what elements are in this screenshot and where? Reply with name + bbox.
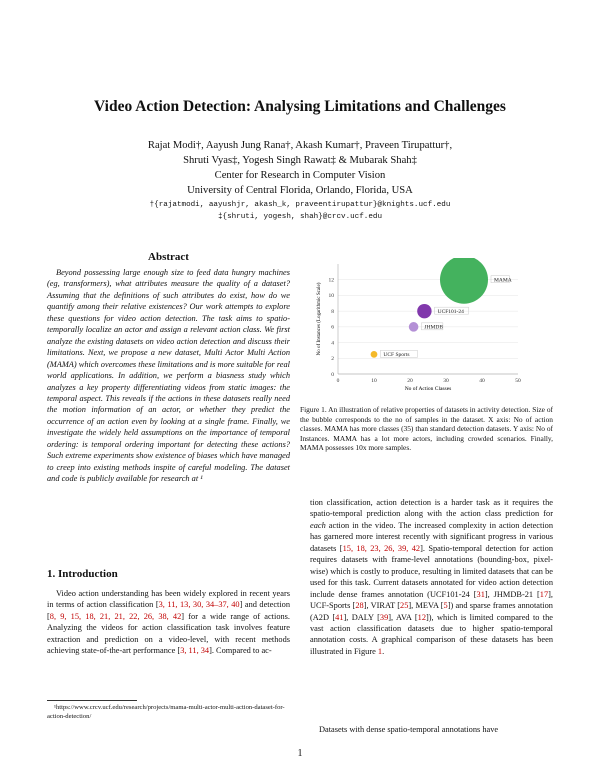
figure-1-chart (300, 258, 555, 398)
bubble-label: MAMA (494, 277, 512, 284)
citation-link[interactable]: 17 (539, 589, 549, 599)
footnote-rule (47, 700, 137, 701)
right-text-g: ], MEVA [ (408, 601, 444, 611)
x-tick-label: 40 (479, 378, 485, 384)
right-text-h: ]) and sparse frames annotation (A2D [ (310, 601, 553, 622)
authors-line-1: Rajat Modi†, Aayush Jung Rana†, Akash Kumar†, Praveen Tirupattur†, (147, 140, 453, 151)
page-number: 1 (297, 748, 303, 759)
citation-link[interactable]: 8, 9, 15, 18, 21, 21, 22, 26, 38, 42 (49, 611, 182, 621)
intro-heading: 1. Introduction (47, 568, 118, 580)
x-axis-label: No of Action Classes (404, 386, 452, 392)
y-tick-label: 10 (328, 293, 334, 300)
right-text-j: ], AVA [ (388, 612, 418, 622)
email-line-2: ‡{shruti, yogesh, shah}@crcv.ucf.edu (217, 213, 383, 221)
authors-line-2: Shruti Vyas‡, Yogesh Singh Rawat‡ & Mubarak Shah‡ (183, 155, 417, 166)
affiliation-1: Center for Research in Computer Vision (214, 170, 386, 181)
y-tick-label: 8 (331, 308, 334, 315)
x-tick-label: 0 (336, 378, 340, 384)
right-text-b: action in the video. The increased complexity in action detection has garnered more interest recently with significant progress in various datasets [ (310, 520, 553, 553)
citation-link[interactable]: 3, 11, 13, 30, 34–37, 40 (158, 600, 240, 610)
bubble-label: UCF Sports (383, 352, 410, 359)
y-tick-label: 0 (331, 371, 334, 378)
right-text-k: ]), which is limited compared to the vast action classification datasets due to higher spatio-temporal annotation costs. A graphical comparison of these datasets has been illustrated in Figure (310, 612, 553, 656)
abstract-text: Beyond possessing large enough size to feed data hungry machines (eg, transformers), what attributes measure the quality of a dataset? Assuming that the definitions of such attributes do exist, how do we quantify among their relative existences? Our work attempts to explore these questions for video action detection. The task aims to spatio-temporally localize an actor and assign a relevant action class. We first analyze the existing datasets on video action detection and discuss their limitations. Next, we propose a new dataset, Multi Actor Multi Action (MAMA) which overcomes these limitations and is more suitable for real world applications. In addition, we perform a biasness study which analyzes a key property differentiating videos from static images: the temporal aspect. This reveals if the actions in these datasets really need the motion information of an actor, or whether they predict the occurrence of an action even by looking at a single frame. Finally, we investigate the widely held assumptions on the importance of temporal ordering: is temporal ordering important for detecting these actions? Such extreme experiments show existence of biases which have managed to creep into existing methods inspite of careful modeling. The dataset and code is publicly available for research at ¹ (47, 268, 290, 484)
y-tick-label: 6 (331, 324, 334, 331)
intro-paragraph-left (47, 588, 290, 657)
right-text-c: ]. Spatio-temporal detection for action requires datasets with frame-level annotations (bounding-box, pixel-wise) which is costly to produce, resulting in limited datasets that can be used for this task. Current datasets annotated for video action detection include dense frames annotation (UCF101-24 [ (310, 543, 553, 599)
intro-paragraph-right-2: Datasets with dense spatio-temporal annotations have (319, 725, 499, 734)
email-line-1: †{rajatmodi, aayushjr, akash_k, praveentirupattur}@knights.ucf.edu (149, 201, 451, 209)
right-text-i: ], DALY [ (343, 612, 380, 622)
intro-paragraph-right (310, 497, 553, 657)
right-text-e: ], UCF-Sports [ (310, 589, 553, 611)
x-tick-label: 20 (407, 378, 413, 384)
y-tick-label: 12 (328, 277, 334, 284)
bubble-mama (440, 258, 488, 304)
bubble-ucf-sports (371, 351, 378, 358)
footnote: ¹https://www.crcv.ucf.edu/research/projects/mama-multi-actor-multi-action-dataset-for-action-detection/ (47, 704, 285, 720)
citation-link[interactable]: 5 (443, 601, 448, 611)
intro-text-c: ] for a wide range of actions. Analyzing the videos for action classification task involves feature extraction and prediction on a video-level, with recent methods achieving state-of-the-art performance [ (47, 611, 290, 656)
intro-text-d: ]. Compared to ac- (209, 646, 272, 656)
x-tick-label: 10 (371, 378, 377, 384)
figure-link[interactable]: 1 (377, 646, 383, 656)
citation-link[interactable]: 28 (355, 601, 364, 611)
bubble-label: UCF101-24 (437, 308, 464, 315)
chart-points (371, 258, 512, 358)
bubble-ucf101-24 (417, 304, 431, 318)
figure-caption: Figure 1. An illustration of relative properties of datasets in activity detection. Size of the bubble corresponds to the no of samples in the dataset. X axis: No of action classes. MAMA has more classes (35) than standard detection datasets. Y axis: No of Instances. MAMA has a lot more actors, including crowded scenarios. Finally, MAMA possesses 10x more samples. (300, 405, 553, 453)
affiliation-2: University of Central Florida, Orlando, Florida, USA (187, 185, 413, 196)
right-text-each: each (310, 520, 326, 530)
bubble-label: JHMDB (424, 324, 444, 331)
abstract-heading: Abstract (148, 251, 189, 263)
citation-link[interactable]: 41 (335, 612, 344, 622)
citation-link[interactable]: 25 (400, 601, 409, 611)
y-axis-label: No of Instances (Logarithmic Scale) (317, 282, 322, 356)
x-tick-label: 50 (515, 378, 521, 384)
citation-link[interactable]: 39 (379, 612, 389, 622)
paper-title: Video Action Detection: Analysing Limitations and Challenges (94, 98, 506, 115)
right-text-l: . (382, 646, 385, 656)
y-tick-label: 2 (331, 356, 334, 363)
right-text-a: tion classification, action detection is a harder task as it requires the spatio-temporal prediction along with the action class prediction for (310, 498, 553, 519)
right-text-f: ], VIRAT [ (363, 601, 401, 611)
right-text-d: ], JHMDB-21 [ (484, 589, 540, 599)
y-tick-label: 4 (331, 340, 334, 347)
citation-link[interactable]: 12 (417, 612, 426, 622)
intro-text-a: Video action understanding has been widely explored in recent years in terms of action classification [ (47, 589, 290, 610)
citation-link[interactable]: 31 (476, 589, 485, 599)
intro-text-b: ] and detection [ (47, 600, 290, 621)
x-tick-label: 30 (443, 378, 449, 384)
citation-link[interactable]: 3, 11, 34 (180, 646, 210, 656)
bubble-jhmdb (409, 322, 419, 332)
citation-link[interactable]: 15, 18, 23, 26, 39, 42 (342, 543, 421, 553)
